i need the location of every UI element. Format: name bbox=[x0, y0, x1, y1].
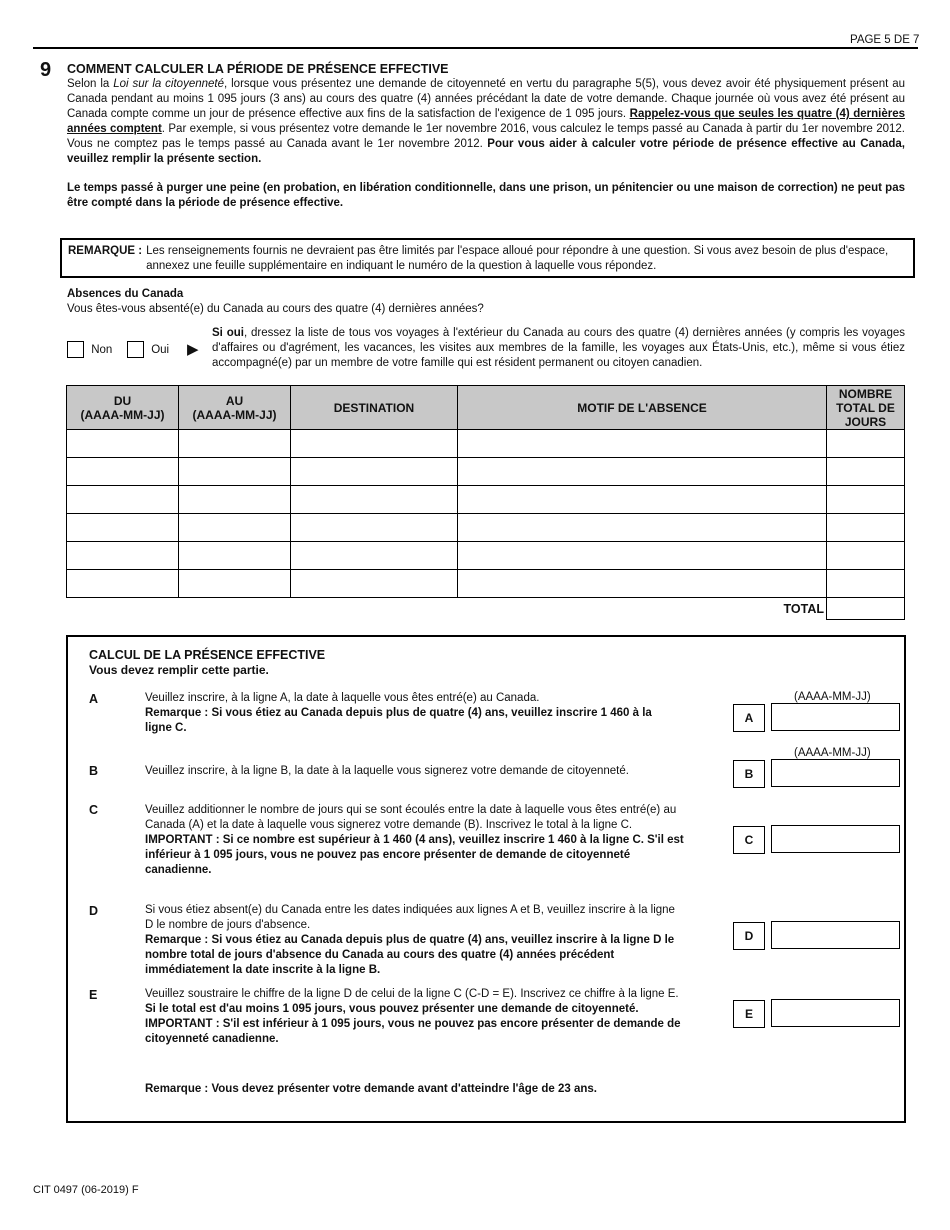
row-e-letter: E bbox=[89, 988, 98, 1002]
intro-mid: , lorsque vous présentez une demande de citoyenneté en vertu du paragraphe 5(5), vous devez avoir été physiquement présent au Canada pendant au moins 1 095 jours (3 ans) au cours des quatre (4) années précédant la date de votre demande. Chaque journée où vous avez été présent au Canada compte comme un jour de présence effective aux fins de la satisfaction de l'exigence de 1 095 jours. bbox=[67, 78, 905, 120]
instruction-rest: , dressez la liste de tous vos voyages à l'extérieur du Canada au cours des quatre (4) dernières années (y compris les voyages d'affaires ou d'agrément, les vacances, les visites aux membres de la famille, les voyages aux États-Unis, etc.), même si vous étiez accompagné(e) par un membre de votre famille qui est résident permanent ou citoyen canadien. bbox=[212, 327, 905, 369]
total-label: TOTAL bbox=[783, 601, 824, 616]
cell-days[interactable] bbox=[827, 542, 905, 570]
remark-box bbox=[60, 238, 915, 278]
absences-table bbox=[66, 385, 905, 620]
calc-title: CALCUL DE LA PRÉSENCE EFFECTIVE bbox=[89, 648, 326, 662]
row-d-field[interactable] bbox=[771, 921, 900, 949]
cell-days[interactable] bbox=[827, 458, 905, 486]
col-to: AU (AAAA-MM-JJ) bbox=[179, 386, 291, 430]
cell-days[interactable] bbox=[827, 514, 905, 542]
cell-destination[interactable] bbox=[291, 430, 458, 458]
row-a-date-field[interactable] bbox=[771, 703, 900, 731]
row-c-instruction: Veuillez additionner le nombre de jours qui se sont écoulés entre la date à laquelle vous êtes entré(e) au Canada (A) et la date à laquelle vous signerez votre demande (B). Inscrivez le total à la ligne C. bbox=[145, 804, 677, 831]
table-row[interactable] bbox=[67, 542, 905, 570]
table-row[interactable] bbox=[67, 430, 905, 458]
no-label: Non bbox=[91, 343, 113, 356]
top-rule bbox=[33, 47, 918, 49]
row-d-remark: Remarque : Si vous étiez au Canada depuis plus de quatre (4) ans, veuillez inscrire à la ligne D le nombre total de jours d'absence du Canada au cours des quatre (4) années précédent immédiatement la date inscrite à la ligne B. bbox=[145, 934, 675, 976]
cell-destination[interactable] bbox=[291, 542, 458, 570]
row-d-text bbox=[145, 903, 693, 978]
cell-days[interactable] bbox=[827, 430, 905, 458]
intro-underline: Rappelez-vous que seules les quatre (4) dernières années comptent bbox=[67, 108, 906, 135]
cell-destination[interactable] bbox=[291, 458, 458, 486]
table-row[interactable] bbox=[67, 514, 905, 542]
total-row bbox=[67, 598, 905, 620]
remark-label: REMARQUE : bbox=[68, 245, 143, 257]
cell-days[interactable] bbox=[827, 570, 905, 598]
cell-from[interactable] bbox=[67, 458, 179, 486]
cell-from[interactable] bbox=[67, 514, 179, 542]
yes-checkbox[interactable] bbox=[127, 341, 144, 358]
row-e-text bbox=[145, 987, 693, 1047]
intro-bold-end: Pour vous aider à calculer votre période de présence effective au Canada, veuillez remplir la présente section. bbox=[67, 138, 905, 165]
absences-heading: Absences du Canada bbox=[67, 288, 184, 300]
row-e-instruction: Veuillez soustraire le chiffre de la ligne D de celui de la ligne C (C-D = E). Inscrivez ce chiffre à la ligne E. bbox=[145, 988, 679, 1000]
cell-to[interactable] bbox=[179, 486, 291, 514]
row-b-date-field[interactable] bbox=[771, 759, 900, 787]
row-e-field[interactable] bbox=[771, 999, 900, 1027]
section-number: 9 bbox=[40, 59, 52, 81]
cell-reason[interactable] bbox=[458, 542, 827, 570]
row-d-letter: D bbox=[89, 904, 99, 918]
no-option[interactable] bbox=[67, 341, 112, 358]
cell-reason[interactable] bbox=[458, 458, 827, 486]
cell-days[interactable] bbox=[827, 486, 905, 514]
arrow-right-icon: ▶ bbox=[187, 341, 199, 358]
row-e-result: Si le total est d'au moins 1 095 jours, vous pouvez présenter une demande de citoyenneté. IMPORTANT : S'il est inférieur à 1 095 jours, vous ne pouvez pas encore présenter de demande de citoyenneté canadienne. bbox=[145, 1003, 681, 1045]
cell-reason[interactable] bbox=[458, 486, 827, 514]
cell-reason[interactable] bbox=[458, 430, 827, 458]
col-total-days: NOMBRE TOTAL DE JOURS bbox=[827, 386, 905, 430]
yes-option[interactable] bbox=[127, 341, 169, 358]
no-checkbox[interactable] bbox=[67, 341, 84, 358]
col-reason: MOTIF DE L'ABSENCE bbox=[458, 386, 827, 430]
yes-label: Oui bbox=[151, 343, 170, 356]
cell-destination[interactable] bbox=[291, 514, 458, 542]
page-number: PAGE 5 DE 7 bbox=[850, 34, 920, 46]
table-row[interactable] bbox=[67, 570, 905, 598]
instruction-bold: Si oui bbox=[212, 327, 244, 339]
row-b-letter: B bbox=[89, 764, 99, 778]
total-field[interactable] bbox=[827, 598, 905, 620]
row-b-text: Veuillez inscrire, à la ligne B, la date à la laquelle vous signerez votre demande de citoyenneté. bbox=[145, 765, 629, 777]
cell-to[interactable] bbox=[179, 514, 291, 542]
cell-from[interactable] bbox=[67, 430, 179, 458]
table-header-row bbox=[67, 386, 905, 430]
cell-to[interactable] bbox=[179, 542, 291, 570]
intro-after: . Par exemple, si vous présentez votre demande le 1er novembre 2016, vous calculez le temps passé au Canada à partir du 1er novembre 2012. Vous ne comptez pas le temps passé au Canada avant le 1er novembre 2012. bbox=[67, 123, 905, 150]
row-a-text bbox=[145, 691, 693, 736]
sentence-warning: Le temps passé à purger une peine (en probation, en libération conditionnelle, dans une prison, un pénitencier ou une maison de correction) ne peut pas être compté dans la période de présence effective. bbox=[67, 182, 905, 209]
cell-destination[interactable] bbox=[291, 570, 458, 598]
row-c-text bbox=[145, 803, 693, 878]
cell-to[interactable] bbox=[179, 458, 291, 486]
absences-instruction bbox=[212, 326, 905, 371]
row-a-box-label: A bbox=[733, 704, 765, 732]
remark-text: Les renseignements fournis ne devraient pas être limités par l'espace alloué pour répondre à une question. Si vous avez besoin de plus d'espace, annexez une feuille supplémentaire en indiquant le numéro de la question à laquelle vous répondez. bbox=[146, 245, 889, 272]
table-row[interactable] bbox=[67, 486, 905, 514]
cell-to[interactable] bbox=[179, 430, 291, 458]
row-c-box-label: C bbox=[733, 826, 765, 854]
row-a-instruction: Veuillez inscrire, à la ligne A, la date à laquelle vous êtes entré(e) au Canada. bbox=[145, 692, 540, 704]
row-c-field[interactable] bbox=[771, 825, 900, 853]
cell-to[interactable] bbox=[179, 570, 291, 598]
cell-from[interactable] bbox=[67, 542, 179, 570]
section-intro bbox=[67, 77, 905, 167]
row-a-remark: Remarque : Si vous étiez au Canada depuis plus de quatre (4) ans, veuillez inscrire 1 460 à la ligne C. bbox=[145, 707, 652, 734]
row-c-letter: C bbox=[89, 803, 99, 817]
row-b-date-format: (AAAA-MM-JJ) bbox=[794, 747, 871, 759]
cell-from[interactable] bbox=[67, 486, 179, 514]
final-note: Remarque : Vous devez présenter votre demande avant d'atteindre l'âge de 23 ans. bbox=[145, 1083, 597, 1095]
row-d-instruction: Si vous étiez absent(e) du Canada entre les dates indiquées aux lignes A et B, veuillez inscrire à la ligne D le nombre de jours d'absence. bbox=[145, 904, 675, 931]
col-destination: DESTINATION bbox=[291, 386, 458, 430]
row-e-box-label: E bbox=[733, 1000, 765, 1028]
cell-destination[interactable] bbox=[291, 486, 458, 514]
cell-reason[interactable] bbox=[458, 514, 827, 542]
section-title: COMMENT CALCULER LA PÉRIODE DE PRÉSENCE EFFECTIVE bbox=[67, 62, 449, 76]
cell-from[interactable] bbox=[67, 570, 179, 598]
intro-prefix: Selon la bbox=[67, 78, 114, 90]
footer-form-code: CIT 0497 (06-2019) F bbox=[33, 1184, 139, 1196]
col-from: DU (AAAA-MM-JJ) bbox=[67, 386, 179, 430]
row-b-box-label: B bbox=[733, 760, 765, 788]
absences-question: Vous êtes-vous absenté(e) du Canada au cours des quatre (4) dernières années? bbox=[67, 303, 484, 315]
calc-subtitle: Vous devez remplir cette partie. bbox=[89, 663, 269, 677]
row-d-box-label: D bbox=[733, 922, 765, 950]
intro-law: Loi sur la citoyenneté bbox=[113, 78, 225, 90]
row-c-important: IMPORTANT : Si ce nombre est supérieur à 1 460 (4 ans), veuillez inscrire 1 460 à la ligne C. S'il est inférieur à 1 095 jours, vous ne pouvez pas encore présenter de demande de citoyenneté canadienne. bbox=[145, 834, 684, 876]
row-a-date-format: (AAAA-MM-JJ) bbox=[794, 691, 871, 703]
cell-reason[interactable] bbox=[458, 570, 827, 598]
row-a-letter: A bbox=[89, 692, 99, 706]
table-row[interactable] bbox=[67, 458, 905, 486]
